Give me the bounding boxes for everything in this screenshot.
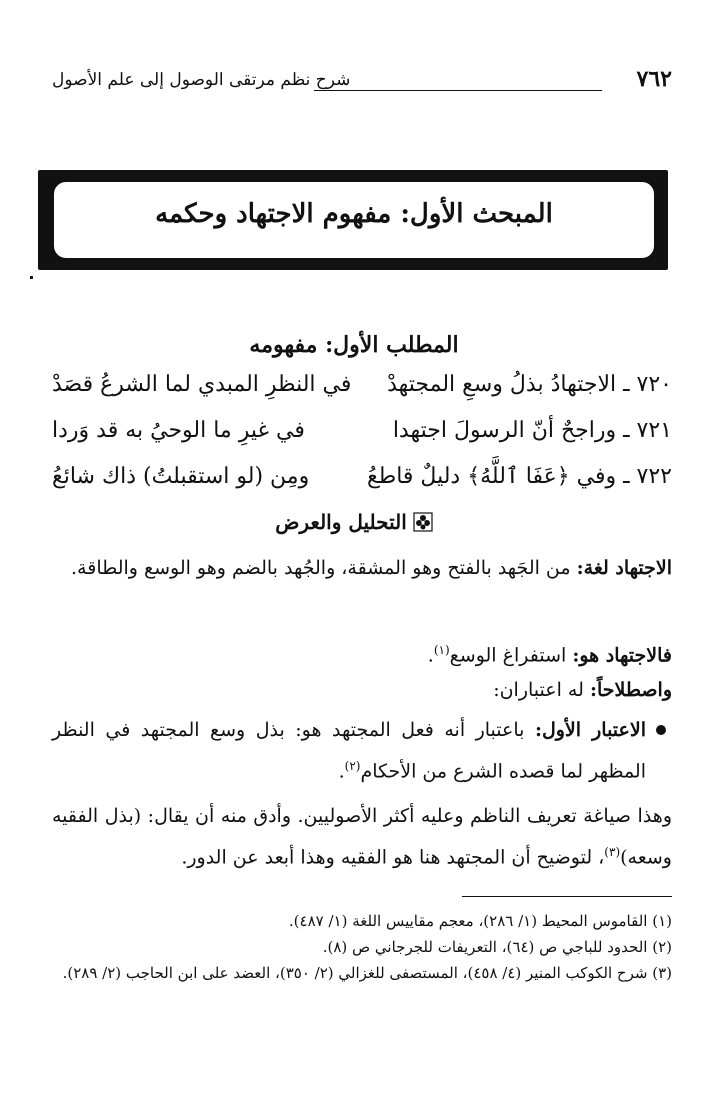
section-title: المبحث الأول: مفهوم الاجتهاد وحكمه	[155, 199, 553, 229]
footnote-ref: (٣)	[604, 845, 621, 859]
footnote-rule	[462, 896, 672, 897]
verse-first-hemistich: ٧٢٠ ـ الاجتهادُ بذلُ وسعِ المجتهدْ	[387, 372, 672, 397]
flower-ornament-icon	[413, 512, 433, 532]
term: فالاجتهاد هو:	[572, 644, 672, 667]
frame-mark	[30, 276, 33, 279]
footnotes	[52, 908, 672, 986]
running-header	[52, 66, 672, 96]
term: الاجتهاد لغة:	[576, 557, 672, 579]
term: واصطلاحاً:	[589, 679, 672, 701]
paragraph-lugha	[52, 550, 672, 586]
book-title: شرح نظم مرتقى الوصول إلى علم الأصول	[52, 70, 351, 90]
punctuation: .	[338, 760, 345, 783]
subsection-title: المطلب الأول: مفهومه	[249, 332, 459, 358]
analysis-heading-text: التحليل والعرض	[275, 510, 407, 534]
paragraph-text: له اعتباران:	[493, 679, 584, 701]
footnote: (١) القاموس المحيط (١/ ٢٨٦)، معجم مقاييس اللغة (١/ ٤٨٧).	[288, 912, 672, 930]
punctuation: .	[427, 644, 434, 667]
bullet-icon	[656, 725, 666, 735]
verse-first-hemistich: ٧٢١ ـ وراجحٌ أنّ الرسولَ اجتهدا	[392, 418, 672, 443]
section-title-box	[52, 180, 656, 260]
analysis-heading	[0, 510, 708, 534]
verse-second-hemistich: في غيرِ ما الوحيُ به قد وَردا	[52, 418, 305, 443]
footnote: (٢) الحدود للباجي ص (٦٤)، التعريفات للجرجاني ص (٨).	[322, 938, 672, 956]
paragraph-definition	[88, 632, 672, 673]
paragraph-text-continued: ، لتوضيح أن المجتهد هنا هو الفقيه وهذا أبعد عن الدور.	[181, 846, 605, 869]
paragraph-text: وهذا صياغة تعريف الناظم وعليه أكثر الأصوليين. وأدق منه أن يقال: (بذل الفقيه وسعه)	[52, 805, 672, 869]
verse-line	[52, 464, 672, 504]
verse-line	[52, 372, 672, 412]
footnote: (٣) شرح الكوكب المنير (٤/ ٤٥٨)، المستصفى للغزالي (٢/ ٣٥٠)، العضد على ابن الحاجب (٢/ ٢٨٩).	[62, 964, 672, 982]
paragraph-first-view	[52, 712, 646, 789]
term: الاعتبار الأول:	[534, 719, 646, 741]
paragraph-text: باعتبار أنه فعل المجتهد هو: بذل وسع المجتهد في النظر المظهر لما قصده الشرع من الأحكام	[52, 719, 646, 783]
verse-second-hemistich: في النظرِ المبدي لما الشرعُ قصَدْ	[52, 372, 352, 397]
verse-second-hemistich: ومِن (لو استقبلتُ) ذاك شائعُ	[52, 464, 310, 489]
paragraph-text: من الجَهد بالفتح وهو المشقة، والجُهد بالضم وهو الوسع والطاقة.	[71, 557, 571, 579]
page-number: ٧٦٢	[636, 66, 672, 92]
footnote-ref: (٢)	[344, 759, 361, 773]
paragraph-remark	[52, 798, 672, 875]
verse-first-hemistich: ٧٢٢ ـ وفي ﴿عَفَا ٱللَّهُ﴾ دليلٌ قاطعُ	[367, 464, 672, 489]
header-rule	[314, 90, 602, 91]
paragraph-text: استفراغ الوسع	[449, 644, 567, 667]
verse-line	[52, 418, 672, 458]
paragraph-istilah	[88, 672, 672, 708]
footnote-ref: (١)	[433, 643, 450, 657]
